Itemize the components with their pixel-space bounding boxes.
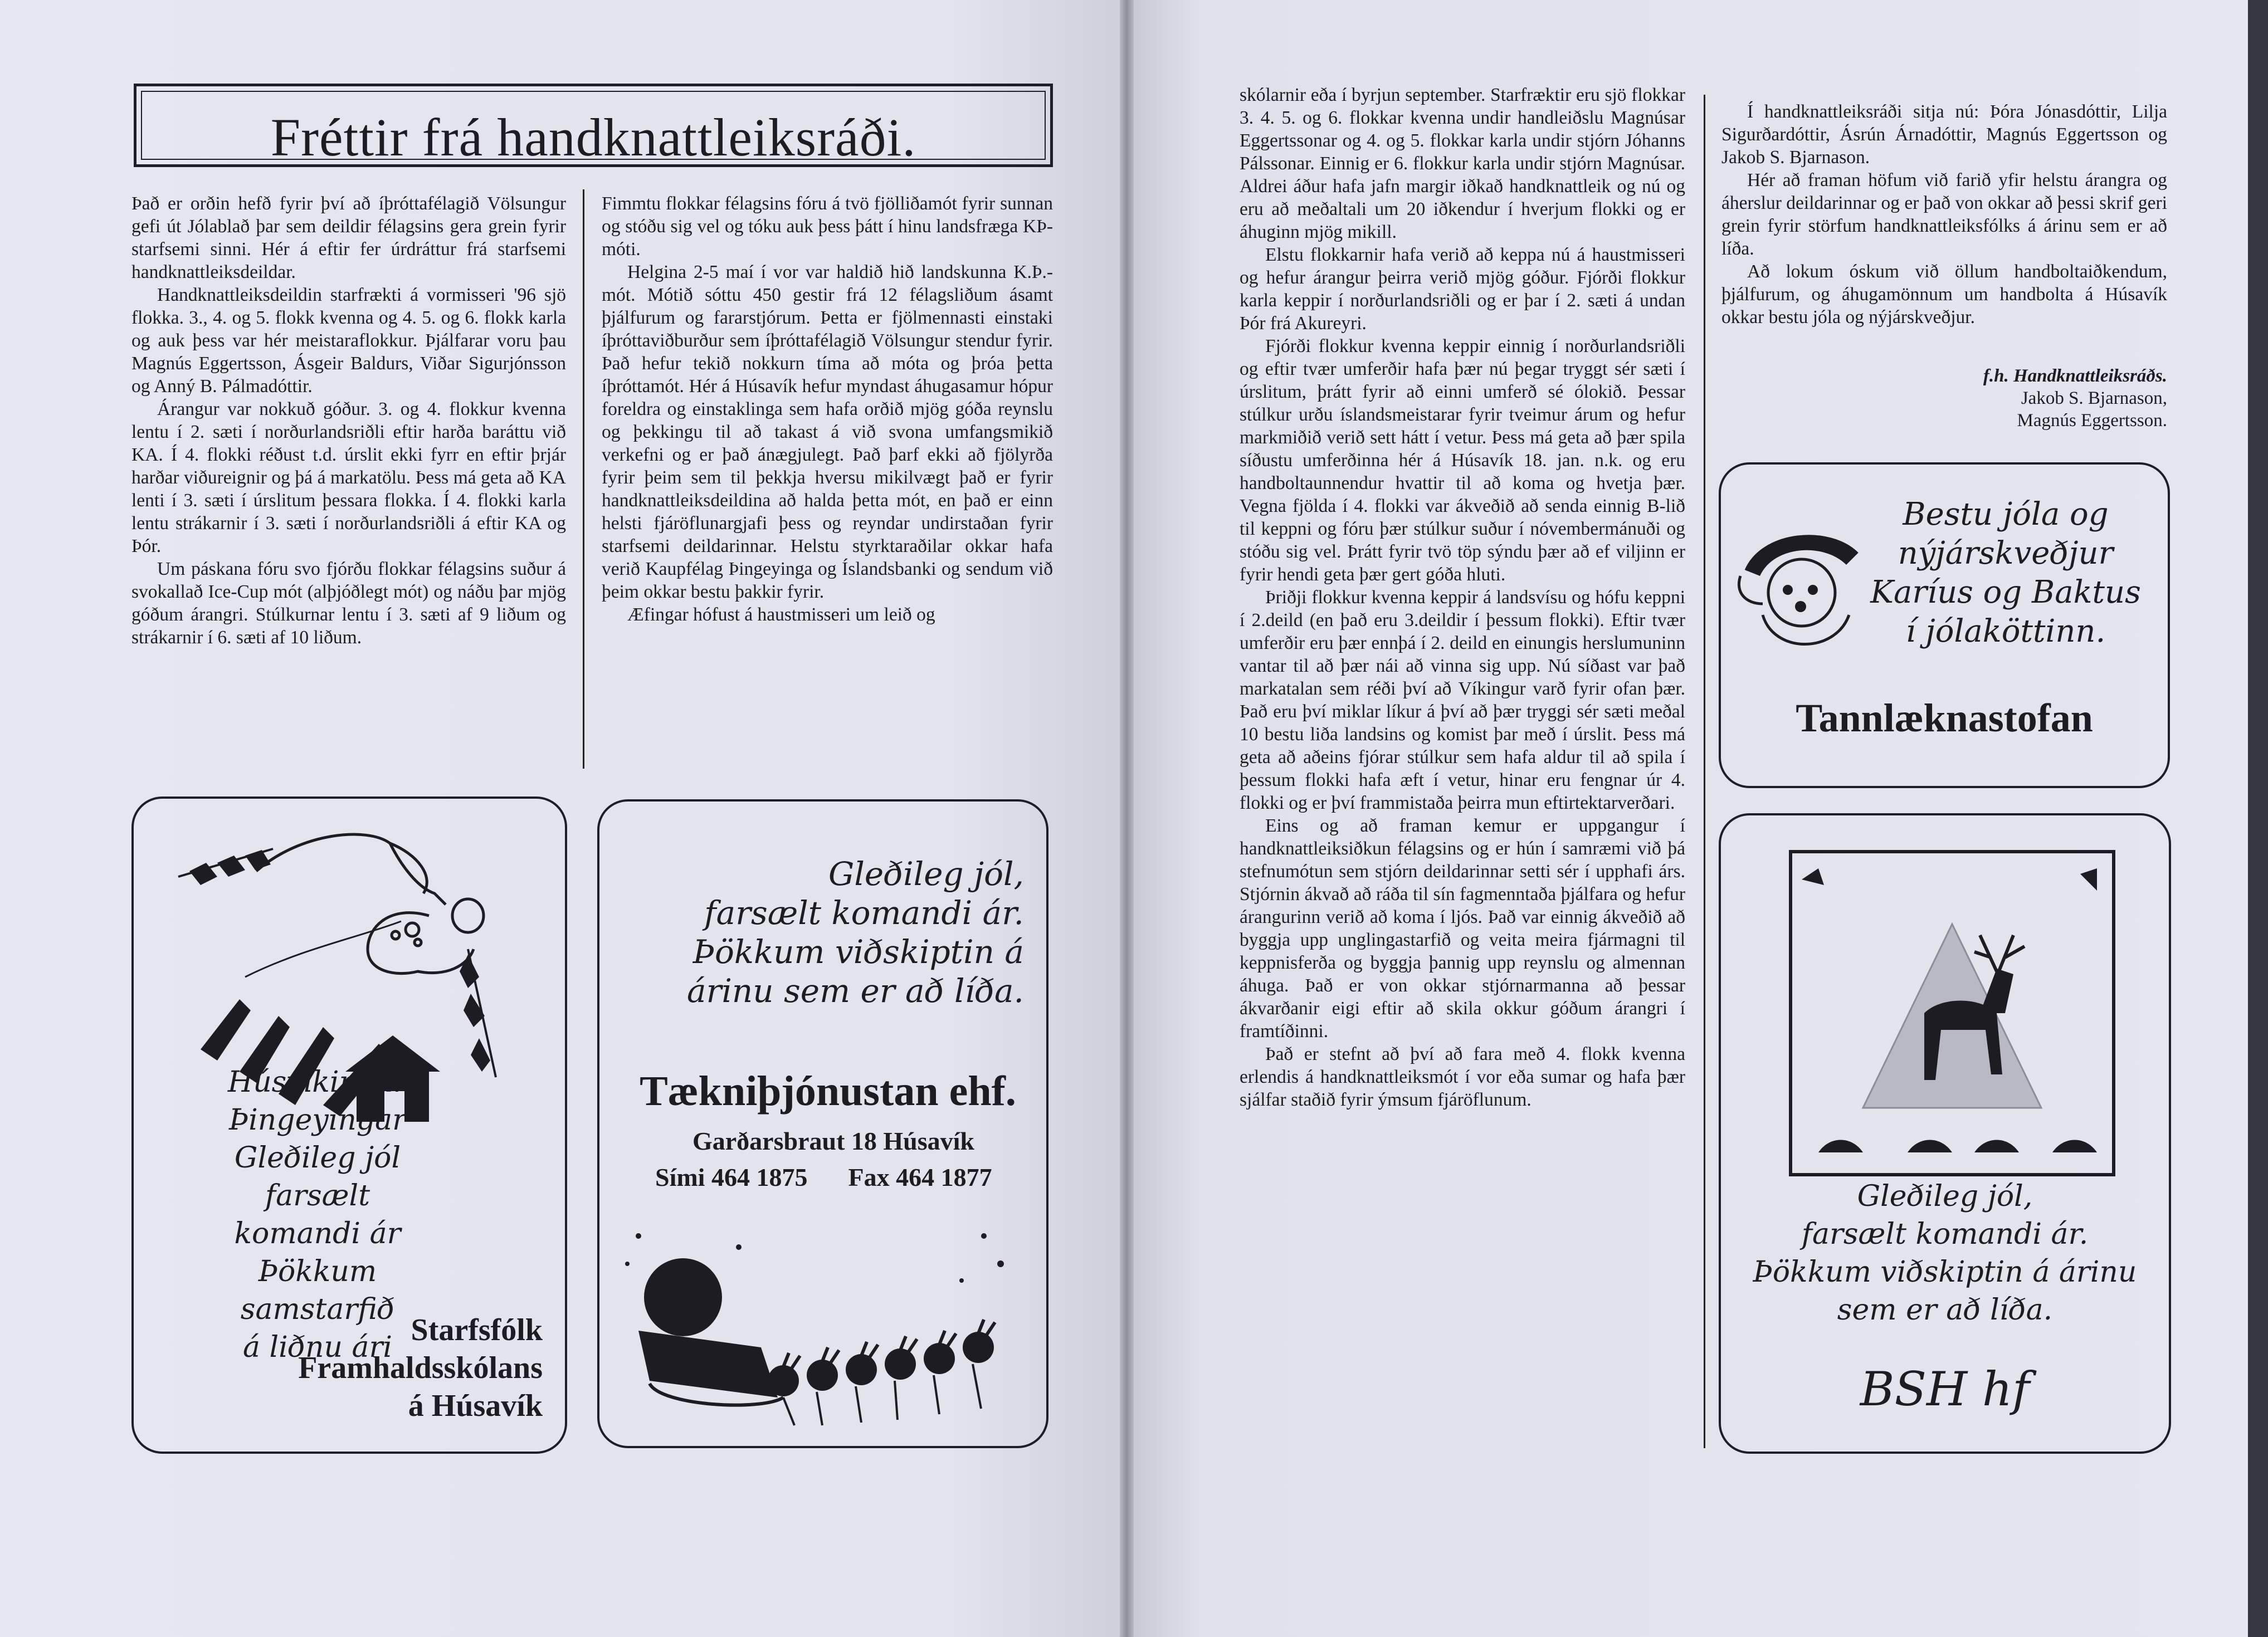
ad-tannlaeknastofan (1719, 462, 2170, 788)
ad-line: Húsvíkingar (227, 1066, 408, 1099)
paragraph: Elstu flokkarnir hafa verið að keppa nú á haustmisseri og hefur árangur þeirra verið mjög góður. Fjórði flokkur karla keppir í norðurlandsriðli og er þar í 2. sæti á undan Þór frá Akureyri. (1240, 245, 1685, 334)
ad-line: Gleðileg jól, (828, 855, 1024, 893)
paragraph: Það er orðin hefð fyrir því að íþróttafélagið Völsungur gefi út Jólablað þar sem deildir félagsins gera grein fyrir starfsemi sinni. Hér á eftir fer úrdráttur frá starfsemi handknattleiksdeildar. (131, 193, 566, 282)
ad-line: Þingeyingar (229, 1103, 406, 1137)
company-name: Tækniþjónustan ehf. (640, 1068, 1016, 1115)
company-phone: Sími 464 1875 (655, 1163, 808, 1191)
paragraph: Fjórði flokkur kvenna keppir einnig í norðurlandsriðli og eftir tvær umferðir hafa þær nú þegar tryggt sér sæti í úrslitum, þrátt fyrir að einni umferð sé ólokið. Þessar stúlkur urðu íslandsmeistarar fyrir tveimur árum og hefur markmiðið verið sett hátt í vetur. Þess má geta að þær spila síðustu umferðinna hér á Húsavík 18. jan. n.k. og eru handboltaunnendur hvattir til að koma og hvetja þær. Vegna fjölda í 4. flokki var ákveðið að senda einnig B-lið til keppni og fóru þær stúlkur suður í nóvembermánuði og stóðu sig vel. Þrátt fyrir tvö töp sýndu þær að ef viljinn er fyrir hendi geta þær gert góða hluti. (1240, 336, 1685, 585)
santa-sleigh-illustration (616, 1214, 1028, 1436)
company-name: Tannlæknastofan (1796, 696, 2093, 740)
ad-framhaldsskolinn (131, 796, 567, 1454)
paragraph: skólarnir eða í byrjun september. Starfræktir eru sjö flokkar 3. 4. 5. og 6. flokkar kvenna undir handleiðslu Magnúsar Eggertssonar og 4. og 5. flokkar karla undir stjórn Jóhanns Pálssonar. Einnig er 6. flokkur karla undir stjórn Magnúsar. Aldrei áður hafa jafn margir iðkað handknattleik og nú og eru að meðaltali um 20 iðkendur í hverjum flokki og er áhuginn mjög mikill. (1240, 85, 1685, 242)
paragraph: Eins og að framan kemur er uppgangur í handknattleiksiðkun félagsins og er hún í samræmi við þá stefnumótun sem stjórn deildarinnar setti sér í upphafi árs. Stjórnin ákvað að ráða til sín fagmenntaða þjálfara og hefur árangurinn verið að koma í ljós. Það var einnig ákveðið að byggja upp unglingastarfið og veita meira fjármagni til keppnisferða og byggja þannig upp reynslu og almennan áhuga. Það er von okkar stjórnarmanna að þessar ákvarðanir eigi eftir að skila okkur góðum árangri í framtíðinni. (1240, 815, 1685, 1042)
column-divider (583, 189, 584, 769)
paragraph: Það er stefnt að því að fara með 4. flokk kvenna erlendis á handknattleiksmót í vor eða sumar og hafa þær sjálfar staðið fyrir ýmsum fjáröflunum. (1240, 1044, 1685, 1110)
company-name: BSH hf (1860, 1362, 2030, 1416)
right-column-2 (1721, 100, 2167, 329)
paragraph: Æfingar hófust á haustmisseri um leið og (627, 604, 935, 625)
ad-sender: Framhaldsskólans (298, 1351, 543, 1385)
paragraph: Hér að framan höfum við farið yfir helstu árangra og áherslur deildarinnar og er það von okkar að þessi skrif geri grein fyrir störfum handknattleiksfólks á árinu sem er að líða. (1721, 170, 2168, 259)
column-divider (1704, 95, 1705, 1448)
ad-line: Þökkum viðskiptin á árinu (1753, 1255, 2137, 1289)
paragraph: Árangur var nokkuð góður. 3. og 4. flokkur kvenna lentu í 2. sæti í norðurlandsriðli eftir harða baráttu við KA. Í 4. flokki réðust t.d. úrslit ekki fyrr en eftir þrjár harðar viðureignir og þá á markatölu. Þess má geta að KA lenti í 3. sæti í úrslitum þessara flokka. Í 4. flokki karla lentu strákarnir í 3. sæti í norðurlandsriðli á eftir KA og Þór. (131, 399, 566, 556)
headline: Fréttir frá handknattleiksráði. (270, 107, 916, 167)
signature-block (1721, 365, 2167, 432)
signature-line: Jakob S. Bjarnason, (2021, 388, 2167, 408)
background-edge (2248, 0, 2268, 1637)
ad-line: í jólaköttinn. (1905, 613, 2106, 649)
ad-line: árinu sem er að líða. (687, 972, 1024, 1010)
headline-box (134, 84, 1053, 167)
left-column-2 (602, 192, 1053, 626)
paragraph: Í handknattleiksráði sitja nú: Þóra Jónasdóttir, Lilja Sigurðardóttir, Ásrún Árnadóttir, Magnús Eggertsson og Jakob S. Bjarnason. (1721, 101, 2167, 168)
ad-line: Þökkum samstarfið (240, 1255, 395, 1326)
company-fax: Fax 464 1877 (848, 1163, 992, 1191)
ad-line: Gleðileg jól (234, 1141, 401, 1175)
page-gutter (1120, 0, 1134, 1637)
ad-line: Þökkum viðskiptin á (692, 933, 1024, 971)
paragraph: Að lokum óskum við öllum handboltaiðkendum, þjálfurum, og áhugamönnum um handbolta á Húsavík okkar bestu jóla og nýjárskveðjur. (1721, 261, 2167, 328)
paragraph: Handknattleiksdeildin starfrækti á vormisseri '96 sjö flokka. 3., 4. og 5. flokk kvenna og 4. 5. og 6. flokk karla og auk þess var hér meistaraflokkur. Þjálfarar voru þau Magnús Eggertsson, Ásgeir Baldurs, Viðar Sigurjónsson og Anný B. Pálmadóttir. (131, 285, 566, 397)
ad-line: farsælt komandi ár. (1801, 1218, 2089, 1251)
reindeer-card-illustration (1785, 846, 2119, 1180)
ad-sender: á Húsavík (408, 1389, 543, 1423)
paragraph: Fimmtu flokkar félagsins fóru á tvö fjölliðamót fyrir sunnan og stóðu sig vel og tóku auk þess þátt í hinu landsfræga KÞ-móti. (602, 193, 1053, 260)
signature-line: f.h. Handknattleiksráðs. (1983, 366, 2167, 386)
ad-line: farsælt komandi ár. (704, 894, 1024, 932)
ad-line: á liðnu ári (242, 1331, 393, 1364)
paragraph: Helgina 2-5 maí í vor var haldið hið landskunna K.Þ.-mót. Mótið sóttu 450 gestir frá 12 félagsliðum ásamt þjálfurum og fararstjórum. Þetta er fjölmennasti einstaki íþróttaviðburður sem íþróttafélagið Völsungur stendur fyrir. Það hefur tekið nokkurn tíma að móta og þróa þetta íþróttamót. Hér á Húsavík hefur myndast áhugasamur hópur foreldra og einstaklinga sem hafa orðið mjög góða reynslu og þekkingu til að takast á við svona umfangsmikið verkefni og er það ánægjulegt. Það þarf ekki að fjölyrða fyrir þeim sem til þekkja hversu mikilvægt það er fyrir handknattleiksdeildina að halda þetta mót, en það er einn helsti fjáröflunargjafi þess og reyndar undirstaðan fyrir starfsemi deildarinnar. Helstu styrktaraðilar okkar hafa verið Kaupfélag Þingeyinga og Íslandsbanki og sendum við þeim okkar bestu þakkir fyrir. (602, 262, 1053, 602)
ad-line: Gleðileg jól, (1857, 1180, 2033, 1213)
ad-line: Karíus og Baktus (1870, 574, 2141, 610)
company-address: Garðarsbraut 18 Húsavík (692, 1127, 975, 1155)
ad-line: farsælt komandi ár (234, 1179, 401, 1250)
paragraph: Þriðji flokkur kvenna keppir á landsvísu og hófu keppni í 2.deild (en það eru 3.deildir í þessum flokki). Eftir tvær umferðir eru þær ennþá í 2. deild en einungis herslumuninn vantar til að þær nái að vinna sig upp. Nú síðast var það markatalan sem réði því að Víkingur varð fyrir ofan þær. Það eru því miklar líkur á því að þær tryggi sér sæti meðal 10 bestu liða landsins og komist þar með í úrslit. Þess má geta að aðeins fjórar stúlkur sem hafa aldur til að spila í þessum flokki hafa æft í vetur, hinar eru fengnar úr 4. flokki og er því frammistaða þeirra mun eftirtektarverðari. (1240, 587, 1685, 813)
right-column-1 (1240, 84, 1685, 1111)
ad-taeknithjonustan (597, 799, 1048, 1448)
ad-line: Bestu jóla og nýjárskveðjur (1898, 496, 2114, 571)
paragraph: Um páskana fóru svo fjórðu flokkar félagsins suður á svokallað Ice-Cup mót (alþjóðlegt mót) og náðu þar mjög góðum árangri. Stúlkurnar lentu í 3. sæti af 9 liðum og strákarnir í 6. sæti af 10 liðum. (131, 559, 566, 648)
left-column-1 (131, 192, 566, 649)
signature-line: Magnús Eggertsson. (2017, 411, 2167, 431)
ad-line: sem er að líða. (1837, 1293, 2053, 1327)
santa-face-illustration (1729, 520, 1874, 665)
ad-sender: Starfsfólk (411, 1313, 543, 1347)
ad-bsh (1719, 813, 2171, 1454)
